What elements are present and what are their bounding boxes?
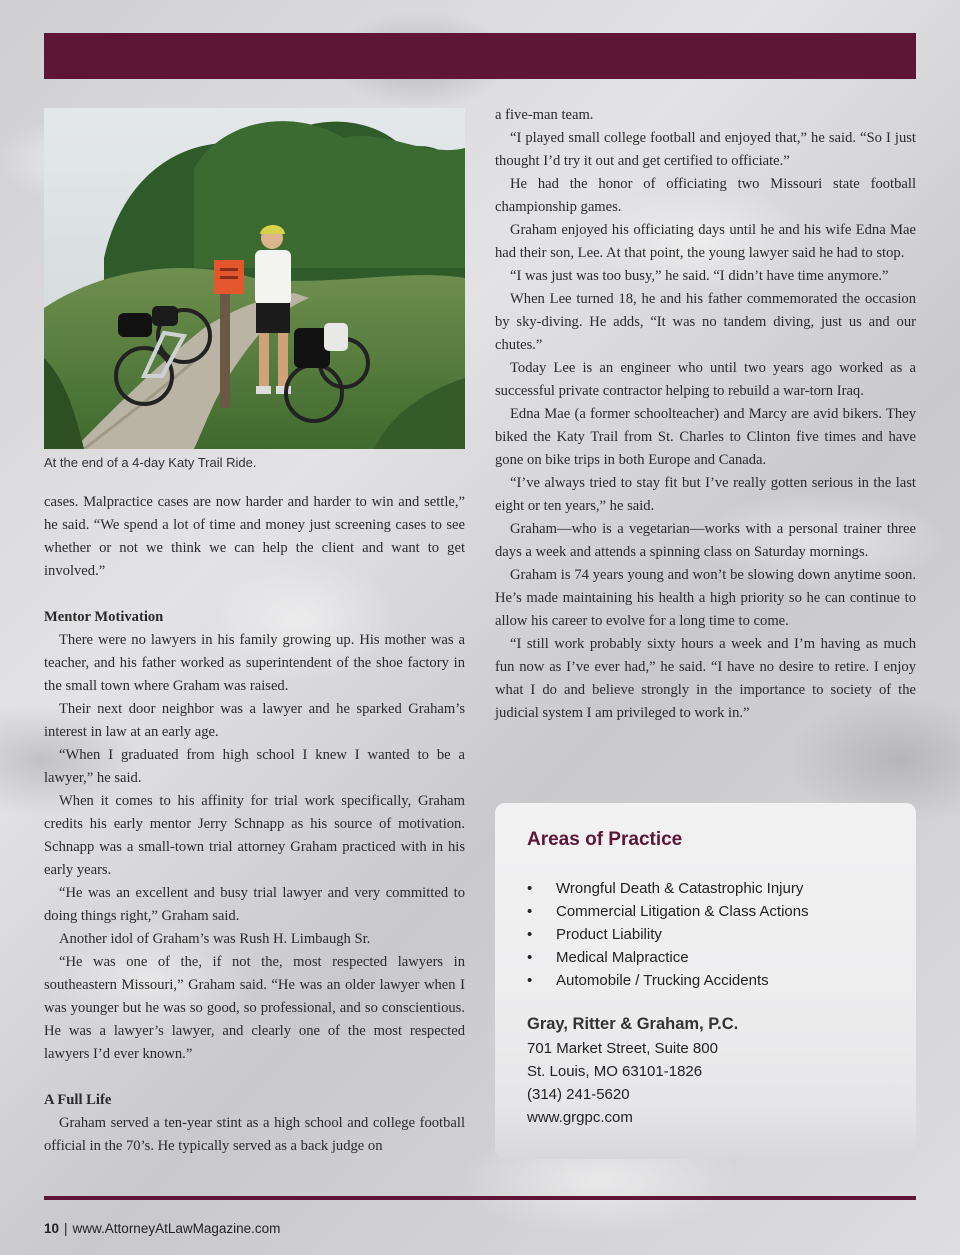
katy-trail-photo xyxy=(44,108,465,449)
page-number: 10 xyxy=(44,1221,60,1236)
right-article-column xyxy=(495,104,916,725)
article-paragraph: “When I graduated from high school I knew I wanted to be a lawyer,” he said. xyxy=(44,747,465,786)
practice-item-label: Wrongful Death & Catastrophic Injury xyxy=(556,880,804,897)
article-paragraph: Graham is 74 years young and won’t be slowing down anytime soon. He’s made maintaining his health a high priority so he can continue to allow his career to evolve for a long time to come. xyxy=(495,567,916,629)
practice-item-label: Commercial Litigation & Class Actions xyxy=(556,903,809,920)
practice-item xyxy=(527,923,809,946)
practice-item-label: Product Liability xyxy=(556,926,662,943)
left-article-column xyxy=(44,491,465,1158)
article-paragraph: He had the honor of officiating two Missouri state football championship games. xyxy=(495,176,916,215)
article-paragraph: “I played small college football and enjoyed that,” he said. “So I just thought I’d try it out and get certified to officiate.” xyxy=(495,130,916,169)
article-paragraph: Their next door neighbor was a lawyer and he sparked Graham’s interest in law at an early age. xyxy=(44,701,465,740)
bullet-icon: • xyxy=(527,972,533,989)
firm-website-link[interactable]: www.grgpc.com xyxy=(527,1109,633,1126)
practice-list xyxy=(527,877,809,992)
article-paragraph: There were no lawyers in his family growing up. His mother was a teacher, and his father worked as superintendent of the shoe factory in the small town where Graham was raised. xyxy=(44,632,465,694)
photo-caption: At the end of a 4-day Katy Trail Ride. xyxy=(44,455,257,470)
practice-item-label: Automobile / Trucking Accidents xyxy=(556,972,769,989)
article-paragraph: Graham—who is a vegetarian—works with a personal trainer three days a week and attends a spinning class on Saturday mornings. xyxy=(495,521,916,560)
article-paragraph: “I’ve always tried to stay fit but I’ve really gotten serious in the last eight or ten years,” he said. xyxy=(495,475,916,514)
article-paragraph: cases. Malpractice cases are now harder and harder to win and settle,” he said. “We spend a lot of time and money just screening cases to see whether or not we think we can help the client and want to get involved.” xyxy=(44,494,465,579)
article-paragraph: Graham served a ten-year stint as a high school and college football official in the 70’s. He typically served as a back judge on xyxy=(44,1115,465,1154)
firm-address-line-1: 701 Market Street, Suite 800 xyxy=(527,1040,718,1057)
article-paragraph: “He was one of the, if not the, most respected lawyers in southeastern Missouri,” Graham said. “He was an older lawyer when I was younger but he was so good, so professional, and so conscientious. He was a lawyer’s lawyer, and clearly one of the most respected lawyers I’d ever known.” xyxy=(44,954,465,1062)
practice-title: Areas of Practice xyxy=(527,829,683,850)
section-heading-a-full-life: A Full Life xyxy=(44,1092,112,1108)
header-bar xyxy=(44,33,916,79)
section-heading-mentor-motivation: Mentor Motivation xyxy=(44,609,164,625)
firm-contact xyxy=(527,1037,718,1129)
practice-item xyxy=(527,877,809,900)
areas-of-practice-box xyxy=(495,803,916,1159)
footer-separator: | xyxy=(64,1221,68,1236)
bullet-icon: • xyxy=(527,949,533,966)
practice-item xyxy=(527,946,809,969)
firm-phone: (314) 241-5620 xyxy=(527,1086,630,1103)
practice-item xyxy=(527,900,809,923)
article-paragraph: Another idol of Graham’s was Rush H. Limbaugh Sr. xyxy=(59,931,371,947)
article-paragraph: “I was just was too busy,” he said. “I didn’t have time anymore.” xyxy=(510,268,889,284)
article-paragraph: “I still work probably sixty hours a week and I’m having as much fun now as I’ve ever had,” he said. “I have no desire to retire. I enjoy what I do and believe strongly in the importance to society of the judicial system I am privileged to work in.” xyxy=(495,636,916,721)
article-paragraph: “He was an excellent and busy trial lawyer and very committed to doing things right,” Graham said. xyxy=(44,885,465,924)
article-paragraph: Today Lee is an engineer who until two years ago worked as a successful private contractor helping to rebuild a war-torn Iraq. xyxy=(495,360,916,399)
magazine-website-link[interactable]: www.AttorneyAtLawMagazine.com xyxy=(72,1221,281,1236)
page-footer xyxy=(44,1221,280,1236)
article-paragraph: Graham enjoyed his officiating days until he and his wife Edna Mae had their son, Lee. At that point, the young lawyer said he had to stop. xyxy=(495,222,916,261)
practice-item xyxy=(527,969,809,992)
article-paragraph: Edna Mae (a former schoolteacher) and Marcy are avid bikers. They biked the Katy Trail from St. Charles to Clinton five times and have gone on bike trips in both Europe and Canada. xyxy=(495,406,916,468)
article-paragraph: a five-man team. xyxy=(495,107,594,123)
firm-name: Gray, Ritter & Graham, P.C. xyxy=(527,1015,739,1033)
footer-rule xyxy=(44,1196,916,1200)
bullet-icon: • xyxy=(527,926,533,943)
article-paragraph: When it comes to his affinity for trial work specifically, Graham credits his early mentor Jerry Schnapp as his source of motivation. Schnapp was a small-town trial attorney Graham practiced with in his early years. xyxy=(44,793,465,878)
bullet-icon: • xyxy=(527,903,533,920)
article-paragraph: When Lee turned 18, he and his father commemorated the occasion by sky-diving. He adds, “It was no tandem diving, just us and our chutes.” xyxy=(495,291,916,353)
firm-address-line-2: St. Louis, MO 63101-1826 xyxy=(527,1063,703,1080)
bullet-icon: • xyxy=(527,880,533,897)
practice-item-label: Medical Malpractice xyxy=(556,949,689,966)
